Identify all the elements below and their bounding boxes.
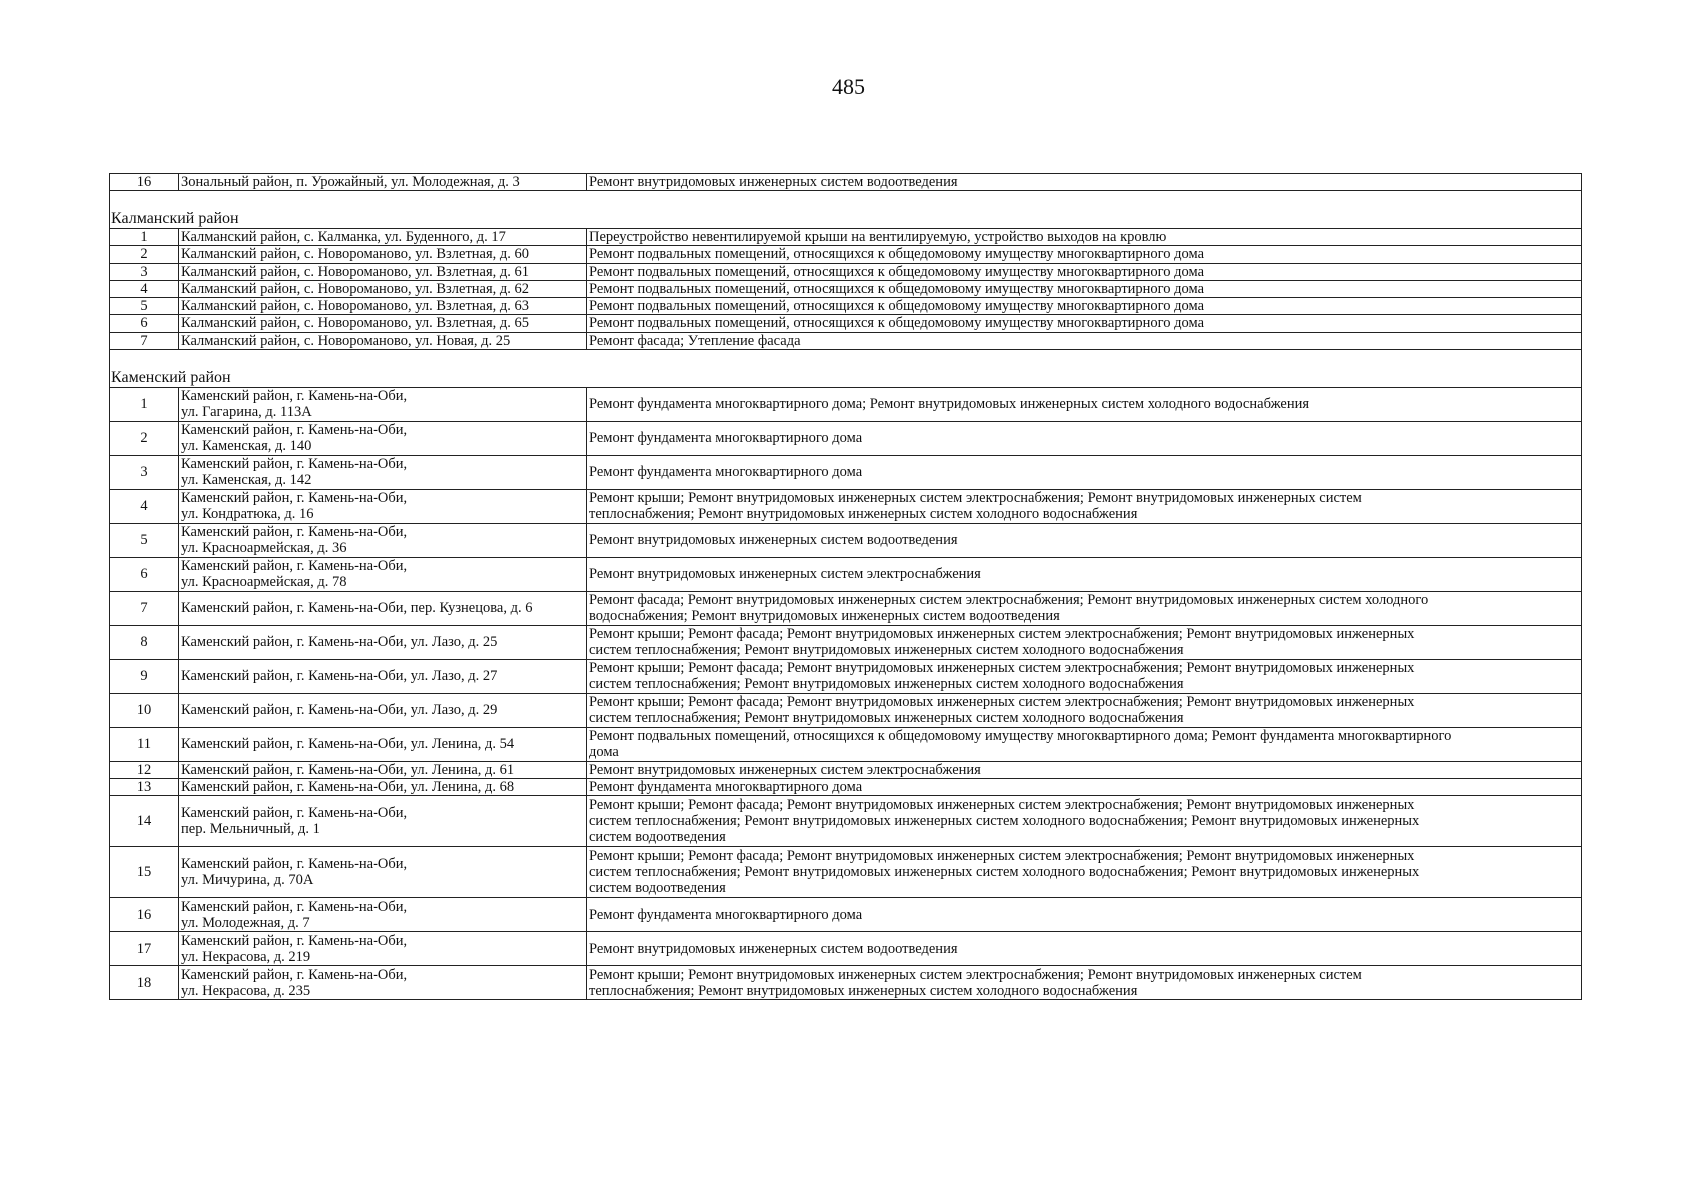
works-cell: Ремонт крыши; Ремонт фасада; Ремонт внутридомовых инженерных систем электроснабжения; Ремонт внутридомовых инженерных систем теплоснабжения; Ремонт внутридомовых инженерных систем холодного водоснабжения <box>587 625 1582 659</box>
row-number: 1 <box>110 229 179 246</box>
address-cell: Каменский район, г. Камень-на-Оби, ул. Гагарина, д. 113А <box>179 387 587 421</box>
table-row <box>110 229 1582 246</box>
works-cell: Ремонт крыши; Ремонт внутридомовых инженерных систем электроснабжения; Ремонт внутридомовых инженерных систем теплоснабжения; Ремонт внутридомовых инженерных систем холодного водоснабжения <box>587 489 1582 523</box>
works-cell: Ремонт подвальных помещений, относящихся к общедомовому имуществу многоквартирного дома <box>587 280 1582 297</box>
section-title: Каменский район <box>110 349 1582 387</box>
works-cell: Ремонт внутридомовых инженерных систем электроснабжения <box>587 761 1582 778</box>
row-number: 7 <box>110 332 179 349</box>
address-cell: Калманский район, с. Новороманово, ул. Новая, д. 25 <box>179 332 587 349</box>
section-title: Калманский район <box>110 191 1582 229</box>
table-row <box>110 523 1582 557</box>
table-row <box>110 489 1582 523</box>
address-cell: Каменский район, г. Камень-на-Оби, ул. Каменская, д. 140 <box>179 421 587 455</box>
table-row <box>110 315 1582 332</box>
row-number: 6 <box>110 315 179 332</box>
address-cell: Каменский район, г. Камень-на-Оби, ул. Ленина, д. 68 <box>179 779 587 796</box>
table-row <box>110 796 1582 847</box>
address-cell: Каменский район, г. Камень-на-Оби, ул. Красноармейская, д. 78 <box>179 557 587 591</box>
works-cell: Ремонт фундамента многоквартирного дома <box>587 455 1582 489</box>
row-number: 4 <box>110 280 179 297</box>
table-row <box>110 847 1582 898</box>
address-cell: Каменский район, г. Камень-на-Оби, ул. Некрасова, д. 235 <box>179 966 587 1000</box>
address-cell: Калманский район, с. Новороманово, ул. Взлетная, д. 62 <box>179 280 587 297</box>
works-cell: Ремонт внутридомовых инженерных систем водоотведения <box>587 523 1582 557</box>
table-row <box>110 898 1582 932</box>
table-row <box>110 727 1582 761</box>
row-number: 4 <box>110 489 179 523</box>
address-cell: Калманский район, с. Новороманово, ул. Взлетная, д. 61 <box>179 263 587 280</box>
works-cell: Ремонт фасада; Ремонт внутридомовых инженерных систем электроснабжения; Ремонт внутридомовых инженерных систем холодного водоснабжения; Ремонт внутридомовых инженерных систем водоотведения <box>587 591 1582 625</box>
works-cell: Ремонт фундамента многоквартирного дома <box>587 421 1582 455</box>
table-row <box>110 761 1582 778</box>
address-cell: Калманский район, с. Новороманово, ул. Взлетная, д. 60 <box>179 246 587 263</box>
row-number: 7 <box>110 591 179 625</box>
table-row <box>110 625 1582 659</box>
address-cell: Каменский район, г. Камень-на-Оби, ул. Лазо, д. 25 <box>179 625 587 659</box>
row-number: 17 <box>110 932 179 966</box>
table-row <box>110 693 1582 727</box>
row-number: 8 <box>110 625 179 659</box>
works-cell: Ремонт фундамента многоквартирного дома <box>587 898 1582 932</box>
table-row <box>110 421 1582 455</box>
row-number: 2 <box>110 421 179 455</box>
works-cell: Ремонт крыши; Ремонт фасада; Ремонт внутридомовых инженерных систем электроснабжения; Ремонт внутридомовых инженерных систем теплоснабжения; Ремонт внутридомовых инженерных систем холодного водоснабжения; Ремонт внутридомовых инженерных систем водоотведения <box>587 847 1582 898</box>
table-row <box>110 659 1582 693</box>
works-cell: Ремонт подвальных помещений, относящихся к общедомовому имуществу многоквартирного дома <box>587 315 1582 332</box>
table-row <box>110 387 1582 421</box>
section-header-row <box>110 349 1582 387</box>
works-cell: Ремонт крыши; Ремонт фасада; Ремонт внутридомовых инженерных систем электроснабжения; Ремонт внутридомовых инженерных систем теплоснабжения; Ремонт внутридомовых инженерных систем холодного водоснабжения <box>587 693 1582 727</box>
works-cell: Ремонт внутридомовых инженерных систем электроснабжения <box>587 557 1582 591</box>
address-cell: Каменский район, г. Камень-на-Оби, ул. Некрасова, д. 219 <box>179 932 587 966</box>
address-cell: Каменский район, г. Камень-на-Оби, пер. Мельничный, д. 1 <box>179 796 587 847</box>
table-row <box>110 174 1582 191</box>
row-number: 14 <box>110 796 179 847</box>
address-cell: Каменский район, г. Камень-на-Оби, ул. Каменская, д. 142 <box>179 455 587 489</box>
table-row <box>110 455 1582 489</box>
works-cell: Ремонт внутридомовых инженерных систем водоотведения <box>587 174 1582 191</box>
address-cell: Каменский район, г. Камень-на-Оби, ул. Лазо, д. 29 <box>179 693 587 727</box>
row-number: 3 <box>110 455 179 489</box>
table-row <box>110 557 1582 591</box>
registry-body <box>110 174 1582 1000</box>
address-cell: Каменский район, г. Камень-на-Оби, ул. Молодежная, д. 7 <box>179 898 587 932</box>
address-cell: Каменский район, г. Камень-на-Оби, ул. Ленина, д. 61 <box>179 761 587 778</box>
table-row <box>110 779 1582 796</box>
works-cell: Ремонт внутридомовых инженерных систем водоотведения <box>587 932 1582 966</box>
works-cell: Ремонт подвальных помещений, относящихся к общедомовому имуществу многоквартирного дома <box>587 246 1582 263</box>
table-row <box>110 298 1582 315</box>
works-cell: Ремонт фасада; Утепление фасада <box>587 332 1582 349</box>
address-cell: Калманский район, с. Новороманово, ул. Взлетная, д. 63 <box>179 298 587 315</box>
works-cell: Ремонт крыши; Ремонт внутридомовых инженерных систем электроснабжения; Ремонт внутридомовых инженерных систем теплоснабжения; Ремонт внутридомовых инженерных систем холодного водоснабжения <box>587 966 1582 1000</box>
works-cell: Переустройство невентилируемой крыши на вентилируемую, устройство выходов на кровлю <box>587 229 1582 246</box>
table-row <box>110 280 1582 297</box>
address-cell: Калманский район, с. Новороманово, ул. Взлетная, д. 65 <box>179 315 587 332</box>
works-cell: Ремонт крыши; Ремонт фасада; Ремонт внутридомовых инженерных систем электроснабжения; Ремонт внутридомовых инженерных систем теплоснабжения; Ремонт внутридомовых инженерных систем холодного водоснабжения; Ремонт внутридомовых инженерных систем водоотведения <box>587 796 1582 847</box>
row-number: 18 <box>110 966 179 1000</box>
address-cell: Калманский район, с. Калманка, ул. Буденного, д. 17 <box>179 229 587 246</box>
works-cell: Ремонт подвальных помещений, относящихся к общедомовому имуществу многоквартирного дома <box>587 298 1582 315</box>
page-number: 485 <box>832 74 865 99</box>
table-row <box>110 332 1582 349</box>
row-number: 5 <box>110 298 179 315</box>
row-number: 3 <box>110 263 179 280</box>
row-number: 13 <box>110 779 179 796</box>
table-row <box>110 263 1582 280</box>
row-number: 9 <box>110 659 179 693</box>
address-cell: Каменский район, г. Камень-на-Оби, пер. Кузнецова, д. 6 <box>179 591 587 625</box>
works-cell: Ремонт фундамента многоквартирного дома <box>587 779 1582 796</box>
row-number: 10 <box>110 693 179 727</box>
works-cell: Ремонт подвальных помещений, относящихся к общедомовому имуществу многоквартирного дома; Ремонт фундамента многоквартирного дома <box>587 727 1582 761</box>
table-row <box>110 591 1582 625</box>
section-header-row <box>110 191 1582 229</box>
row-number: 11 <box>110 727 179 761</box>
row-number: 1 <box>110 387 179 421</box>
address-cell: Каменский район, г. Камень-на-Оби, ул. Кондратюка, д. 16 <box>179 489 587 523</box>
row-number: 16 <box>110 898 179 932</box>
row-number: 16 <box>110 174 179 191</box>
table-row <box>110 246 1582 263</box>
works-cell: Ремонт подвальных помещений, относящихся к общедомовому имуществу многоквартирного дома <box>587 263 1582 280</box>
works-cell: Ремонт крыши; Ремонт фасада; Ремонт внутридомовых инженерных систем электроснабжения; Ремонт внутридомовых инженерных систем теплоснабжения; Ремонт внутридомовых инженерных систем холодного водоснабжения <box>587 659 1582 693</box>
works-cell: Ремонт фундамента многоквартирного дома; Ремонт внутридомовых инженерных систем холодного водоснабжения <box>587 387 1582 421</box>
address-cell: Зональный район, п. Урожайный, ул. Молодежная, д. 3 <box>179 174 587 191</box>
row-number: 2 <box>110 246 179 263</box>
address-cell: Каменский район, г. Камень-на-Оби, ул. Ленина, д. 54 <box>179 727 587 761</box>
row-number: 6 <box>110 557 179 591</box>
row-number: 5 <box>110 523 179 557</box>
address-cell: Каменский район, г. Камень-на-Оби, ул. Красноармейская, д. 36 <box>179 523 587 557</box>
address-cell: Каменский район, г. Камень-на-Оби, ул. Лазо, д. 27 <box>179 659 587 693</box>
row-number: 15 <box>110 847 179 898</box>
repair-registry-table <box>109 173 1582 1000</box>
row-number: 12 <box>110 761 179 778</box>
table-row <box>110 932 1582 966</box>
table-row <box>110 966 1582 1000</box>
address-cell: Каменский район, г. Камень-на-Оби, ул. Мичурина, д. 70А <box>179 847 587 898</box>
